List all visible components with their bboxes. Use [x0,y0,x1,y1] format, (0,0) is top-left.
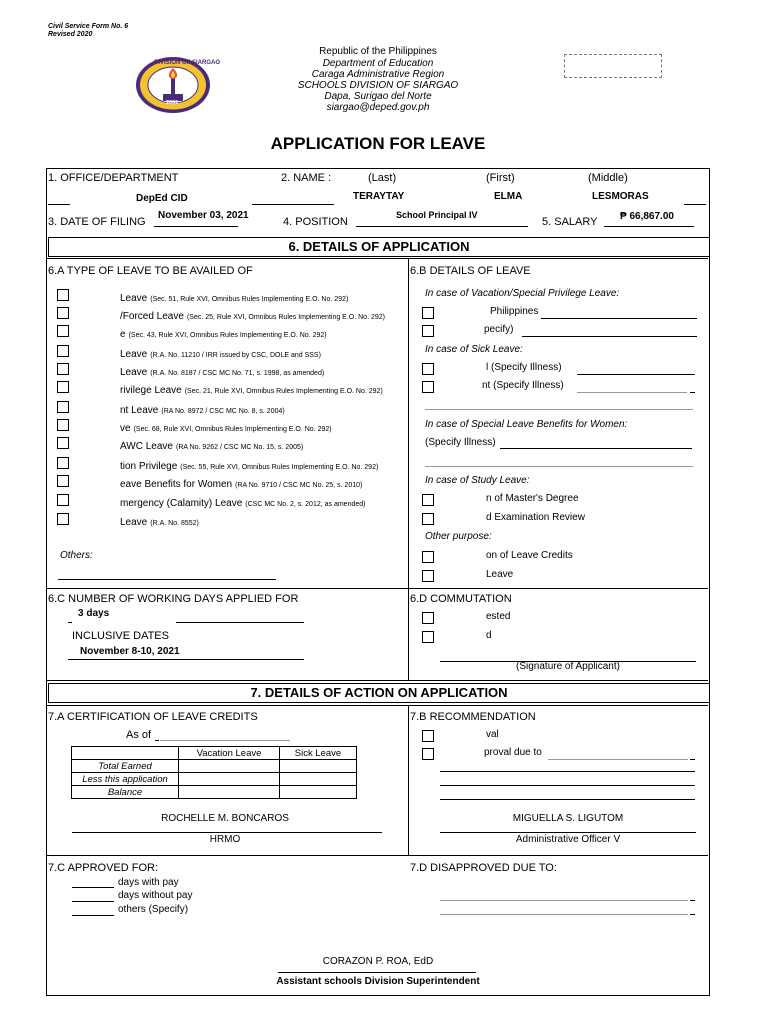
less-application-sick-cell[interactable] [280,773,357,786]
commutation-option-2-checkbox[interactable] [422,631,434,643]
leave-type-name: nt Leave [120,405,159,416]
study-option-2-checkbox[interactable] [422,513,434,525]
sick-heading: In case of Sick Leave: [425,344,523,355]
header-email: siargao@deped.gov.ph [326,102,430,113]
others-label: Others: [60,550,93,561]
section-6-title: 6. DETAILS OF APPLICATION [48,237,710,257]
balance-label: Balance [72,786,179,799]
header-deped: Department of Education [322,58,434,69]
balance-sick-cell[interactable] [280,786,357,799]
leave-type-checkbox[interactable] [57,437,69,449]
section-7d-title: 7.D DISAPPROVED DUE TO: [410,862,557,874]
date-filing-value[interactable]: November 03, 2021 [158,210,249,221]
vacation-option-1-label: Philippines [490,306,539,317]
leave-type-checkbox[interactable] [57,289,69,301]
leave-type-checkbox[interactable] [57,513,69,525]
section-6a-title: 6.A TYPE OF LEAVE TO BE AVAILED OF [48,265,253,277]
leave-type-item [120,418,405,436]
inclusive-dates-value[interactable]: November 8-10, 2021 [80,646,180,657]
commutation-option-2-label: d [486,630,492,641]
leave-type-item [120,288,405,306]
leave-type-item [120,344,405,362]
leave-type-name: e [120,329,126,340]
leave-type-reference: (Sec. 68, Rule XVI, Omnibus Rules Implementing E.O. No. 292) [133,426,332,433]
logo-text: DIVISION OF SIARGAO [154,60,221,66]
commutation-option-1-checkbox[interactable] [422,612,434,624]
form-title: APPLICATION FOR LEAVE [270,134,486,153]
total-earned-sick-cell[interactable] [280,760,357,773]
header-division: SCHOOLS DIVISION OF SIARGAO [297,80,459,91]
study-option-2-label: d Examination Review [486,512,585,523]
as-of-label: As of [126,729,152,741]
leave-type-item [120,474,405,492]
leave-type-item [120,400,405,418]
vacation-option-2-checkbox[interactable] [422,325,434,337]
certifier-name: ROCHELLE M. BONCAROS [161,813,289,824]
leave-type-name: ve [120,423,131,434]
others-specify-label: others (Specify) [118,904,189,915]
other-option-1-checkbox[interactable] [422,551,434,563]
table-row [72,786,357,799]
leave-type-checkbox[interactable] [57,401,69,413]
recommend-disapproval-label: proval due to [484,747,542,758]
commutation-option-1-label: ested [486,611,511,622]
first-name-value[interactable]: ELMA [494,191,523,202]
leave-type-checkbox[interactable] [57,363,69,375]
leave-type-name: /Forced Leave [120,311,184,322]
applicant-signature-label: (Signature of Applicant) [516,661,620,672]
leave-type-item [120,362,405,380]
leave-type-name: Leave [120,517,148,528]
leave-type-item [120,512,405,530]
name-label: 2. NAME : [281,172,332,184]
position-label: 4. POSITION [283,216,348,228]
leave-type-reference: (RA No. 9262 / CSC MC No. 15, s. 2005) [175,444,304,451]
leave-type-checkbox[interactable] [57,475,69,487]
leave-type-name: eave Benefits for Women [120,479,233,490]
leave-type-reference: (R.A. No. 11210 / IRR issued by CSC, DOLE and SSS) [150,352,321,359]
leave-type-reference: (CSC MC No. 2, s. 2012, as amended) [245,501,366,508]
middle-name-label: (Middle) [588,172,628,184]
table-row [72,773,357,786]
last-name-value[interactable]: TERAYTAY [353,191,405,202]
sick-option-1-checkbox[interactable] [422,363,434,375]
logo-year: 2001 [166,100,179,106]
leave-type-name: rivilege Leave [120,385,182,396]
last-name-label: (Last) [368,172,397,184]
leave-type-item [120,306,405,324]
table-row [72,760,357,773]
sick-option-1-label: l (Specify Illness) [486,362,562,373]
less-application-label: Less this application [72,773,179,786]
leave-type-item [120,493,405,511]
office-value[interactable]: DepEd CID [136,193,188,204]
days-with-pay-label: days with pay [118,877,179,888]
total-earned-label: Total Earned [72,760,179,773]
recommend-approval-checkbox[interactable] [422,730,434,742]
inclusive-dates-label: INCLUSIVE DATES [72,630,169,642]
other-option-2-checkbox[interactable] [422,570,434,582]
other-purpose-heading: Other purpose: [425,531,492,542]
study-heading: In case of Study Leave: [425,475,530,486]
form-revision: Revised 2020 [48,31,93,38]
stamp-box [564,54,662,78]
women-heading: In case of Special Leave Benefits for Women: [425,419,628,430]
sick-option-2-label: nt (Specify Illness) [482,380,564,391]
less-application-vacation-cell[interactable] [179,773,280,786]
leave-type-item [120,436,405,454]
section-6c-title: 6.C NUMBER OF WORKING DAYS APPLIED FOR [48,593,299,605]
leave-type-reference: (Sec. 25, Rule XVI, Omnibus Rules Implementing E.O. No. 292) [186,314,385,321]
leave-type-checkbox[interactable] [57,307,69,319]
leave-type-name: Leave [120,349,148,360]
recommender-name: MIGUELLA S. LIGUTOM [512,813,624,824]
working-days-value[interactable]: 3 days [78,608,110,619]
leave-type-checkbox[interactable] [57,345,69,357]
position-value[interactable]: School Principal IV [396,210,478,220]
leave-type-checkbox[interactable] [57,381,69,393]
header-address: Dapa, Surigao del Norte [324,91,432,102]
header-region: Caraga Administrative Region [311,69,445,80]
recommend-approval-label: val [486,729,499,740]
section-7b-title: 7.B RECOMMENDATION [410,711,536,723]
salary-value[interactable]: ₱ 66,867.00 [620,211,674,222]
recommender-title: Administrative Officer V [515,834,621,845]
approver-title: Assistant schools Division Superintendent [276,976,480,987]
leave-type-checkbox[interactable] [57,325,69,337]
leave-credits-table [71,746,357,799]
section-7-title: 7. DETAILS OF ACTION ON APPLICATION [48,683,710,703]
leave-type-checkbox[interactable] [57,494,69,506]
leave-type-name: Leave [120,293,148,304]
section-7a-title: 7.A CERTIFICATION OF LEAVE CREDITS [48,711,258,723]
leave-type-reference: (Sec. 43, Rule XVI, Omnibus Rules Implementing E.O. No. 292) [128,332,327,339]
women-specify-label: (Specify Illness) [425,437,496,448]
leave-type-reference: (Sec. 51, Rule XVI, Omnibus Rules Implementing E.O. No. 292) [150,296,349,303]
first-name-label: (First) [486,172,515,184]
leave-type-name: AWC Leave [120,441,173,452]
section-6b-title: 6.B DETAILS OF LEAVE [410,265,531,277]
other-option-1-label: on of Leave Credits [486,550,573,561]
form-number: Civil Service Form No. 6 [48,23,129,30]
vacation-option-1-checkbox[interactable] [422,307,434,319]
leave-type-name: Leave [120,367,148,378]
leave-type-item [120,456,405,474]
vacation-option-2-label: pecify) [484,324,514,335]
certifier-title: HRMO [209,834,241,845]
header-republic: Republic of the Philippines [319,46,437,57]
leave-type-checkbox[interactable] [57,419,69,431]
sick-leave-header: Sick Leave [280,747,357,760]
other-option-2-label: Leave [486,569,514,580]
section-6d-title: 6.D COMMUTATION [410,593,512,605]
approver-name: CORAZON P. ROA, EdD [322,956,434,967]
date-filing-label: 3. DATE OF FILING [48,216,146,228]
balance-vacation-cell[interactable] [179,786,280,799]
leave-type-name: tion Privilege [120,461,178,472]
leave-type-reference: (RA No. 9710 / CSC MC No. 25, s. 2010) [235,482,363,489]
sick-option-2-checkbox[interactable] [422,381,434,393]
study-option-1-checkbox[interactable] [422,494,434,506]
middle-name-value[interactable]: LESMORAS [592,191,649,202]
total-earned-vacation-cell[interactable] [179,760,280,773]
study-option-1-label: n of Master's Degree [486,493,579,504]
leave-type-reference: (Sec. 21, Rule XVI, Omnibus Rules Implementing E.O. No. 292) [184,388,383,395]
leave-type-checkbox[interactable] [57,457,69,469]
leave-type-item [120,380,405,398]
leave-type-reference: (Sec. 55, Rule XVI, Omnibus Rules Implementing E.O. No. 292) [180,464,379,471]
office-label: 1. OFFICE/DEPARTMENT [48,172,179,184]
section-7c-title: 7.C APPROVED FOR: [48,862,159,874]
days-without-pay-label: days without pay [118,890,193,901]
recommend-disapproval-checkbox[interactable] [422,748,434,760]
salary-label: 5. SALARY [542,216,598,228]
vacation-leave-header: Vacation Leave [179,747,280,760]
vacation-heading: In case of Vacation/Special Privilege Leave: [425,288,620,299]
leave-type-reference: (R.A. No. 8552) [150,520,199,527]
leave-type-reference: (R.A. No. 8187 / CSC MC No. 71, s. 1998, as amended) [150,370,325,377]
leave-type-reference: (RA No. 8972 / CSC MC No. 8, s. 2004) [161,408,285,415]
leave-type-name: mergency (Calamity) Leave [120,498,243,509]
leave-type-item [120,324,405,342]
